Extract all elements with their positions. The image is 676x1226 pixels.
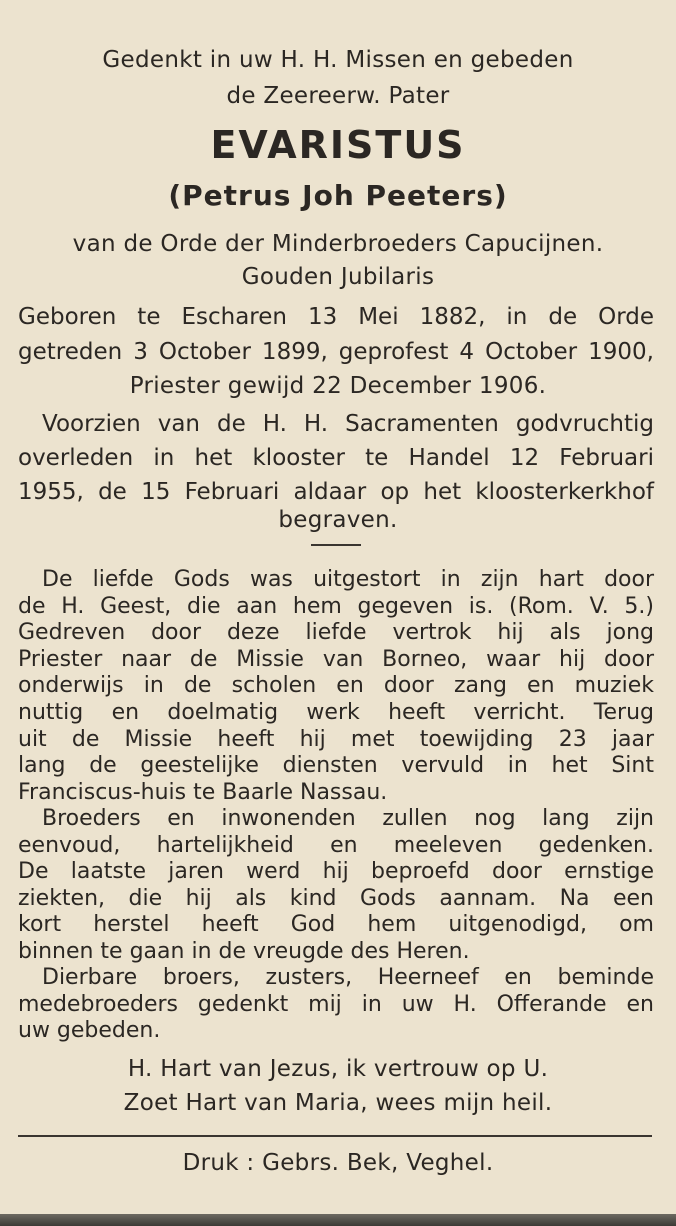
- order-line: van de Orde der Minderbroeders Capucijnen.: [72, 231, 604, 257]
- text-line-11: eenvoud, hartelijkheid en meeleven gedenken.: [18, 833, 654, 858]
- bio-line-3: Priester gewijd 22 December 1906.: [129, 373, 547, 399]
- text-line-2: de H. Geest, die aan hem gegeven is. (Rom. V. 5.): [18, 594, 654, 619]
- deceased-name: EVARISTUS: [210, 123, 466, 167]
- bio-line-4: Voorzien van de H. H. Sacramenten godvruchtig: [42, 411, 654, 437]
- text-line-14: kort herstel heeft God hem uitgenodigd, om: [18, 912, 654, 937]
- text-line-12: De laatste jaren werd hij beproefd door ernstige: [18, 859, 654, 884]
- text-line-8: lang de geestelijke diensten vervuld in het Sint: [18, 753, 654, 778]
- jubilee-line: Gouden Jubilaris: [241, 264, 435, 290]
- footer-rule: [18, 1135, 652, 1137]
- bio-line-2: getreden 3 October 1899, geprofest 4 October 1900,: [18, 339, 654, 365]
- text-line-4: Priester naar de Missie van Borneo, waar hij door: [18, 647, 654, 672]
- text-line-18: uw gebeden.: [18, 1018, 161, 1043]
- text-line-10: Broeders en inwonenden zullen nog lang zijn: [42, 806, 654, 831]
- printer-credit: Druk : Gebrs. Bek, Veghel.: [182, 1150, 494, 1176]
- bio-line-1: Geboren te Escharen 13 Mei 1882, in de Orde: [18, 304, 654, 330]
- text-line-3: Gedreven door deze liefde vertrok hij als jong: [18, 620, 654, 645]
- text-line-1: De liefde Gods was uitgestort in zijn hart door: [42, 567, 654, 592]
- text-line-16: Dierbare broers, zusters, Heerneef en beminde: [42, 965, 654, 990]
- header-line-2: de Zeereerw. Pater: [226, 83, 450, 109]
- bio-line-7: begraven.: [278, 507, 398, 533]
- header-line-1: Gedenkt in uw H. H. Missen en gebeden: [102, 47, 574, 73]
- text-line-13: ziekten, die hij als kind Gods aannam. Na een: [18, 886, 654, 911]
- text-line-17: medebroeders gedenkt mij in uw H. Offerande en: [18, 992, 654, 1017]
- prayer-line-1: H. Hart van Jezus, ik vertrouw op U.: [127, 1056, 549, 1082]
- text-line-15: binnen te gaan in de vreugde des Heren.: [18, 939, 470, 964]
- bio-line-6: 1955, de 15 Februari aldaar op het kloosterkerkhof: [18, 479, 654, 505]
- civil-name: (Petrus Joh Peeters): [168, 179, 508, 212]
- bio-line-5: overleden in het klooster te Handel 12 Februari: [18, 445, 654, 471]
- scan-edge: [0, 1214, 676, 1226]
- prayer-line-2: Zoet Hart van Maria, wees mijn heil.: [123, 1090, 553, 1116]
- section-divider: [311, 544, 361, 546]
- text-line-5: onderwijs in de scholen en door zang en muziek: [18, 673, 654, 698]
- text-line-7: uit de Missie heeft hij met toewijding 23 jaar: [18, 727, 654, 752]
- text-line-9: Franciscus-huis te Baarle Nassau.: [18, 780, 388, 805]
- text-line-6: nuttig en doelmatig werk heeft verricht. Terug: [18, 700, 654, 725]
